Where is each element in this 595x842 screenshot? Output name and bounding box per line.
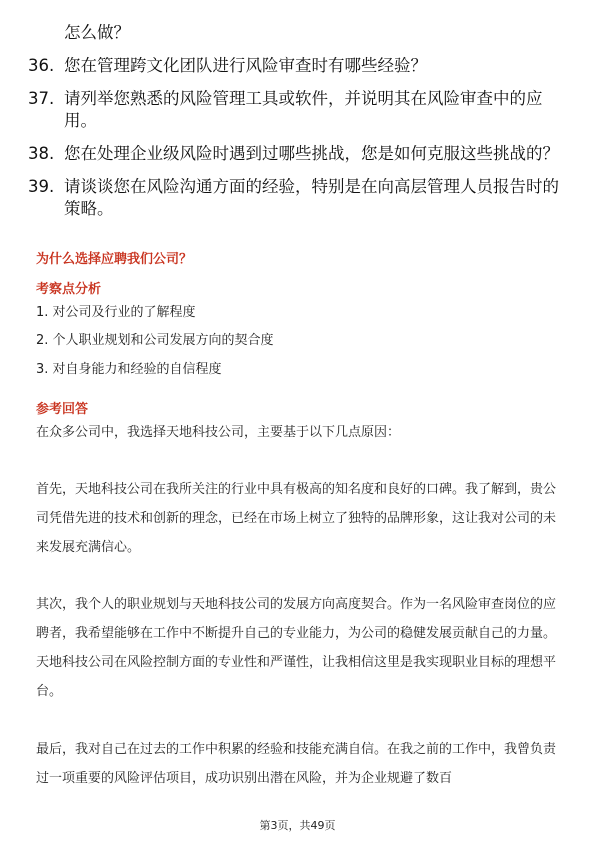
question-item [28,88,568,132]
question-continuation: 怎么做？ [64,23,130,42]
question-text: 您在管理跨文化团队进行风险审查时有哪些经验？ [64,56,427,75]
answer-paragraph: 在众多公司中，我选择天地科技公司，主要基于以下几点原因： [36,425,401,440]
answer-paragraph: 其次，我个人的职业规划与天地科技公司的发展方向高度契合。作为一名风险审查岗位的应聘者，我希望能够在工作中不断提升自己的专业能力，为公司的稳健发展贡献自己的力量。天地科技公司在风险控制方面的专业性和严谨性，让我相信这里是我实现职业目标的理想平台。 [36,597,557,699]
analysis-point: 1. 对公司及行业的了解程度 [36,305,196,320]
answer-paragraph: 最后，我对自己在过去的工作中积累的经验和技能充满自信。在我之前的工作中，我曾负责过一项重要的风险评估项目，成功识别出潜在风险，并为企业规避了数百 [36,742,557,786]
analysis-point: 3. 对自身能力和经验的自信程度 [36,362,222,377]
question-text: 请谈谈您在风险沟通方面的经验，特别是在向高层管理人员报告时的策略。 [64,177,559,218]
question-item [28,176,568,220]
question-number: 39. [28,177,55,196]
analysis-point: 2. 个人职业规划和公司发展方向的契合度 [36,333,274,348]
question-item [28,55,568,77]
answer-title: 参考回答 [36,402,89,417]
section-title: 为什么选择应聘我们公司？ [36,252,193,267]
question-text: 请列举您熟悉的风险管理工具或软件，并说明其在风险审查中的应用。 [64,89,543,130]
question-number: 37. [28,89,55,108]
page-footer: 第3页，共49页 [259,819,336,832]
question-number: 38. [28,144,55,163]
analysis-title: 考察点分析 [36,282,102,297]
question-number: 36. [28,56,55,75]
question-text: 您在处理企业级风险时遇到过哪些挑战，您是如何克服这些挑战的？ [64,144,559,163]
answer-paragraph: 首先，天地科技公司在我所关注的行业中具有极高的知名度和良好的口碑。我了解到，贵公司凭借先进的技术和创新的理念，已经在市场上树立了独特的品牌形象，这让我对公司的未来发展充满信心。 [36,482,557,555]
question-item [28,143,568,165]
question-list [28,55,568,231]
